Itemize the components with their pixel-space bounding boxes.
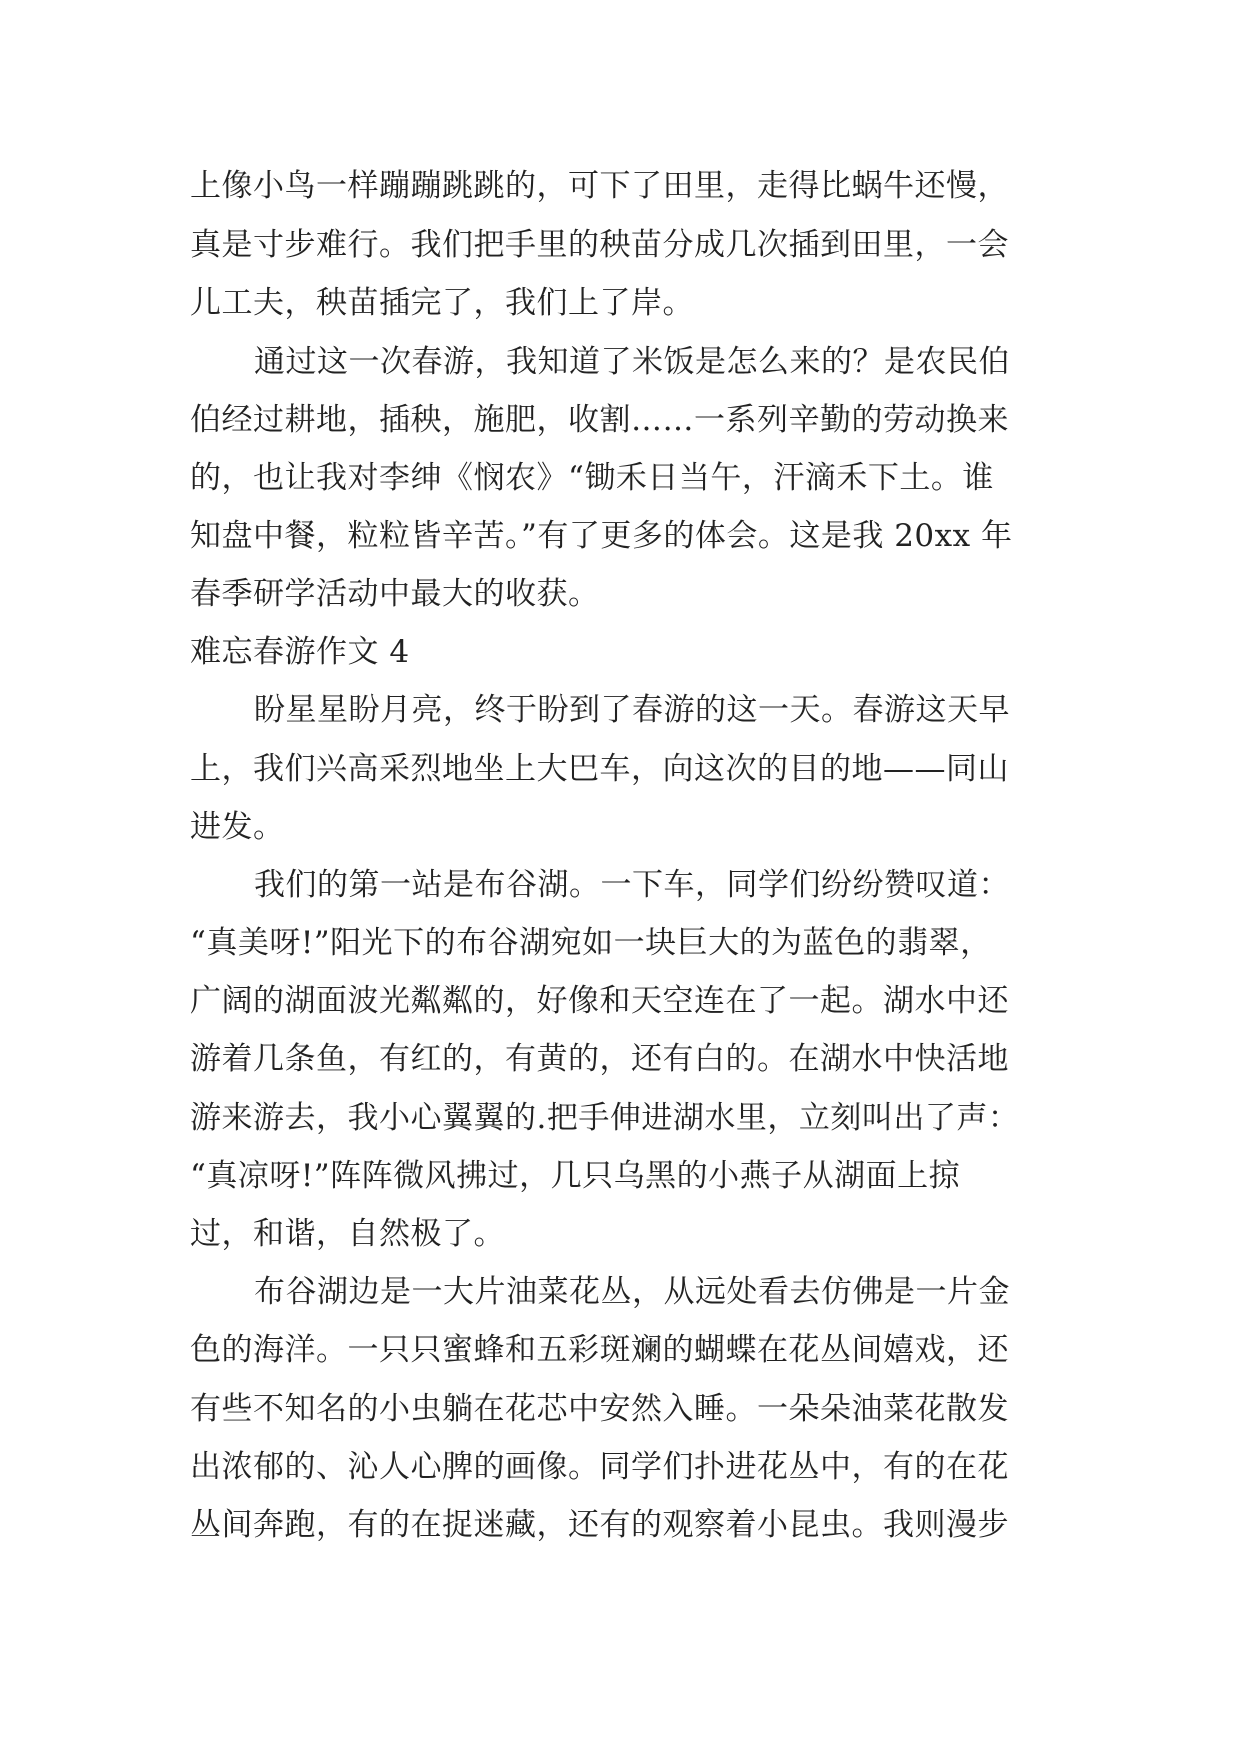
paragraph-line: 儿工夫，秧苗插完了，我们上了岸。 <box>190 285 694 321</box>
paragraph-line: 进发。 <box>190 809 285 845</box>
paragraph-line: “真凉呀!”阵阵微风拂过，几只乌黑的小燕子从湖面上掠 <box>190 1158 961 1194</box>
paragraph-line: 的，也让我对李绅《悯农》“锄禾日当午，汗滴禾下土。谁 <box>190 460 994 496</box>
paragraph-line: 丛间奔跑，有的在捉迷藏，还有的观察着小昆虫。我则漫步 <box>190 1507 1009 1543</box>
paragraph-line: 上，我们兴高采烈地坐上大巴车，向这次的目的地——同山 <box>190 751 1009 787</box>
paragraph-line: 我们的第一站是布谷湖。一下车，同学们纷纷赞叹道： <box>254 867 1010 903</box>
paragraph-line: 广阔的湖面波光粼粼的，好像和天空连在了一起。湖水中还 <box>190 983 1009 1019</box>
paragraph-line: 上像小鸟一样蹦蹦跳跳的，可下了田里，走得比蜗牛还慢， <box>190 168 1009 204</box>
paragraph-line: 出浓郁的、沁人心脾的画像。同学们扑进花丛中，有的在花 <box>190 1449 1009 1485</box>
paragraph-line: 盼星星盼月亮，终于盼到了春游的这一天。春游这天早 <box>254 692 1010 728</box>
paragraph-line: 真是寸步难行。我们把手里的秧苗分成几次插到田里，一会 <box>190 227 1009 263</box>
section-heading: 难忘春游作文 4 <box>190 634 410 670</box>
paragraph-line: 春季研学活动中最大的收获。 <box>190 576 600 612</box>
paragraph-line: 过，和谐，自然极了。 <box>190 1216 505 1252</box>
paragraph-line: 游着几条鱼，有红的，有黄的，还有白的。在湖水中快活地 <box>190 1041 1009 1077</box>
paragraph-line: 游来游去，我小心翼翼的.把手伸进湖水里，立刻叫出了声： <box>190 1100 1020 1136</box>
paragraph-line: 有些不知名的小虫躺在花芯中安然入睡。一朵朵油菜花散发 <box>190 1391 1009 1427</box>
paragraph-line: 布谷湖边是一大片油菜花丛，从远处看去仿佛是一片金 <box>254 1274 1010 1310</box>
paragraph-line: 伯经过耕地，插秧，施肥，收割……一系列辛勤的劳动换来 <box>190 402 1009 438</box>
paragraph-line: 通过这一次春游，我知道了米饭是怎么来的？是农民伯 <box>254 344 1010 380</box>
paragraph-line: 知盘中餐，粒粒皆辛苦。”有了更多的体会。这是我 20xx 年 <box>190 518 1013 554</box>
paragraph-line: 色的海洋。一只只蜜蜂和五彩斑斓的蝴蝶在花丛间嬉戏，还 <box>190 1332 1009 1368</box>
paragraph-line: “真美呀!”阳光下的布谷湖宛如一块巨大的为蓝色的翡翠， <box>190 925 992 961</box>
